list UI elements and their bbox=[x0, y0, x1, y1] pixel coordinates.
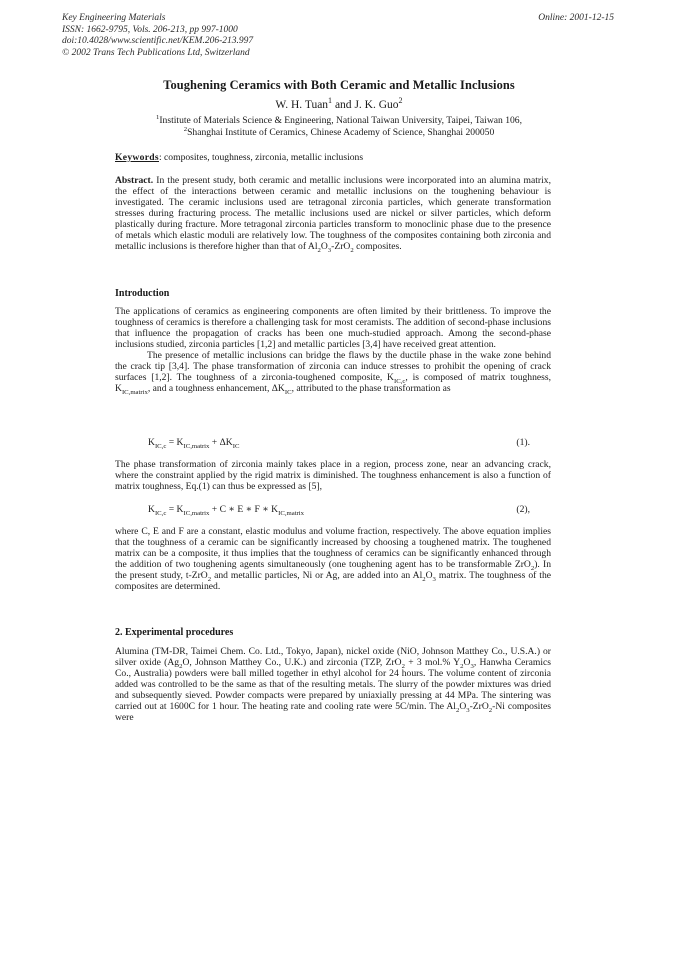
abstract-text: -ZrO bbox=[331, 241, 351, 252]
intro-paragraph-3: The phase transformation of zirconia mainly takes place in a region, process zone, near an advancing crack, where the constraint applied by the rigid matrix is diminished. The toughness enhancement is also a function of matrix toughness, Eq.(1) can thus be expressed as [5], bbox=[115, 459, 551, 492]
text: Alumina (TM-DR, Taimei Chem. Co. Ltd., Tokyo, Japan), nickel oxide (NiO, Johnson Matthey Co., U.S.A.) or silver oxide (Ag bbox=[115, 646, 551, 668]
text: , and a toughness enhancement, ΔK bbox=[147, 383, 285, 394]
affiliation-1-text: Institute of Materials Science & Engineering, National Taiwan University, Taipei, Taiwan 106, bbox=[159, 115, 522, 126]
sub: 2 bbox=[455, 706, 460, 714]
eq-text: K bbox=[148, 504, 155, 515]
sub: 3 bbox=[470, 662, 474, 670]
sub: 3 bbox=[466, 706, 470, 714]
sub: 2 bbox=[207, 575, 212, 583]
text: The presence of metallic inclusions can bridge the flaws by the ductile phase in the wake zone behind the crack tip [3,4]. The phase transformation of zirconia can induce stresses to prohibit the opening of crack surfaces [1,2]. The toughness of a zirconia-toughened composite, K bbox=[115, 350, 551, 383]
equation-2 bbox=[148, 504, 530, 515]
text: O bbox=[459, 701, 467, 712]
abstract-text: composites. bbox=[353, 241, 402, 252]
text: and metallic particles, Ni or Ag, are added into an Al bbox=[211, 570, 423, 581]
introduction-heading: Introduction bbox=[115, 288, 170, 299]
sub: IC,c bbox=[154, 509, 167, 517]
keywords-label: Keywords bbox=[115, 152, 159, 163]
sub: 2 bbox=[530, 564, 535, 572]
journal-name: Key Engineering Materials bbox=[62, 13, 166, 23]
issn-line: ISSN: 1662-9795, Vols. 206-213, pp 997-1000 bbox=[62, 24, 238, 35]
text: -ZrO bbox=[469, 701, 489, 712]
sub: 2 bbox=[460, 662, 464, 670]
keywords bbox=[115, 152, 551, 163]
sub: IC,c bbox=[154, 442, 167, 450]
abstract-label: Abstract. bbox=[115, 175, 154, 186]
text: , is composed of matrix toughness, K bbox=[115, 372, 551, 394]
abstract-text: O bbox=[320, 241, 328, 252]
paper-title: Toughening Ceramics with Both Ceramic and Metallic Inclusions bbox=[163, 78, 515, 92]
eq-text: = K bbox=[166, 504, 184, 515]
sub: 2 bbox=[317, 246, 321, 254]
text: O bbox=[463, 657, 471, 668]
text: -Ni composites were bbox=[115, 701, 551, 723]
affiliation-2-text: Shanghai Institute of Ceramics, Chinese Academy of Science, Shanghai 200050 bbox=[187, 127, 495, 138]
keywords-text: : composites, toughness, zirconia, metallic inclusions bbox=[158, 152, 364, 163]
text: matrix. The toughness of the composites are determined. bbox=[115, 570, 552, 592]
eq-text: + ΔK bbox=[209, 437, 233, 448]
text: O, Johnson Matthey Co., U.K.) and zirconia (TZP, ZrO bbox=[182, 657, 402, 668]
author-and: and bbox=[332, 99, 355, 111]
equation-1-number: (1). bbox=[516, 437, 530, 448]
sub: IC,matrix bbox=[183, 509, 210, 517]
author-line bbox=[0, 96, 678, 111]
text: , attributed to the phase transformation as bbox=[291, 383, 451, 394]
online-date: Online: 2001-12-15 bbox=[538, 13, 614, 23]
intro-paragraph-2 bbox=[115, 350, 551, 394]
sub: IC bbox=[232, 442, 240, 450]
sub: IC,matrix bbox=[121, 388, 148, 396]
author-2-mark: 2 bbox=[398, 96, 403, 106]
text: O bbox=[425, 570, 433, 581]
equation-2-number: (2), bbox=[516, 504, 530, 515]
sub: 2 bbox=[350, 246, 354, 254]
author-1: W. H. Tuan bbox=[275, 99, 329, 111]
eq-text: + C ∗ E ∗ F ∗ K bbox=[209, 504, 279, 515]
text: , Hanwha Ceramics Co., Australia) powders were ball milled together in ethyl alcohol for 24 hours. The volume content of zirconia added was controlled to be the same as that of the resulting metals. The slurry of the powder mixtures was dried and subsequently sieved. Powder compacts were prepared by uniaxially pressing at 44 MPa. The sintering was carried out at 1600C for 1 hour. The heating rate and cooling rate were 5C/min. The Al bbox=[115, 657, 551, 712]
abstract-text: In the present study, both ceramic and metallic inclusions were incorporated into an alumina matrix, the effect of the interactions between ceramic and metallic inclusions on the toughening behaviour is investigated. The ceramic inclusions used are tetragonal zirconia particles, which generate transformation stresses during fracturing process. The metallic inclusions used are nickel or silver particles, which deform plastically during fracture. More tetragonal zirconia particles transform to monoclinic phase due to the presence of metals which elastic moduli are relatively low. The toughness of the composites containing both zirconia and metallic inclusions is therefore higher than that of Al bbox=[115, 175, 551, 252]
sub: 2 bbox=[401, 662, 405, 670]
sub: 2 bbox=[488, 706, 493, 714]
sub: 3 bbox=[432, 575, 436, 583]
affiliation-1-mark: 1 bbox=[156, 113, 160, 121]
introduction-body bbox=[115, 306, 551, 394]
journal-header bbox=[62, 13, 614, 59]
sub: IC bbox=[284, 388, 292, 396]
sub: IC,matrix bbox=[278, 509, 305, 517]
experimental-heading: 2. Experimental procedures bbox=[115, 627, 234, 638]
copyright-line: © 2002 Trans Tech Publications Ltd, Switzerland bbox=[62, 47, 250, 58]
affiliation-1 bbox=[0, 115, 678, 127]
author-2: J. K. Guo bbox=[354, 99, 399, 111]
equation-1 bbox=[148, 437, 530, 448]
sub: 3 bbox=[327, 246, 332, 254]
sub: 2 bbox=[422, 575, 426, 583]
doi-line: doi:10.4028/www.scientific.net/KEM.206-213.997 bbox=[62, 36, 254, 46]
eq-text: = K bbox=[166, 437, 184, 448]
intro-paragraph-4 bbox=[115, 526, 551, 592]
sub: 2 bbox=[179, 662, 183, 670]
affiliation-2 bbox=[0, 127, 678, 139]
sub: IC,matrix bbox=[183, 442, 210, 450]
text: ). In the present study, t-ZrO bbox=[115, 559, 552, 581]
author-1-mark: 1 bbox=[328, 96, 333, 106]
text: where C, E and F are a constant, elastic modulus and volume fraction, respectively. The above equation implies that the toughness of a ceramic can be significantly increased by choosing a toughened matrix. The toughened matrix can be a composite, it thus implies that the toughness of ceramics can be significantly enhanced through the addition of two toughening agents simultaneously (one toughening agent has to be transformable ZrO bbox=[115, 526, 551, 570]
experimental-paragraph bbox=[115, 646, 551, 723]
abstract bbox=[115, 175, 551, 252]
affiliation-2-mark: 2 bbox=[183, 125, 188, 133]
intro-paragraph-1: The applications of ceramics as engineering components are often limited by their brittleness. To improve the toughness of ceramics is therefore a challenging task for most ceramists. The addition of second-phase inclusions that influence the propagation of cracks has been one much-studied approach. Among the second-phase inclusions studied, zirconia particles [1,2] and metallic particles [3,4] have received great attention. bbox=[115, 306, 551, 350]
eq-text: K bbox=[148, 437, 155, 448]
sub: IC,c bbox=[393, 377, 406, 385]
text: + 3 mol.% Y bbox=[404, 657, 461, 668]
